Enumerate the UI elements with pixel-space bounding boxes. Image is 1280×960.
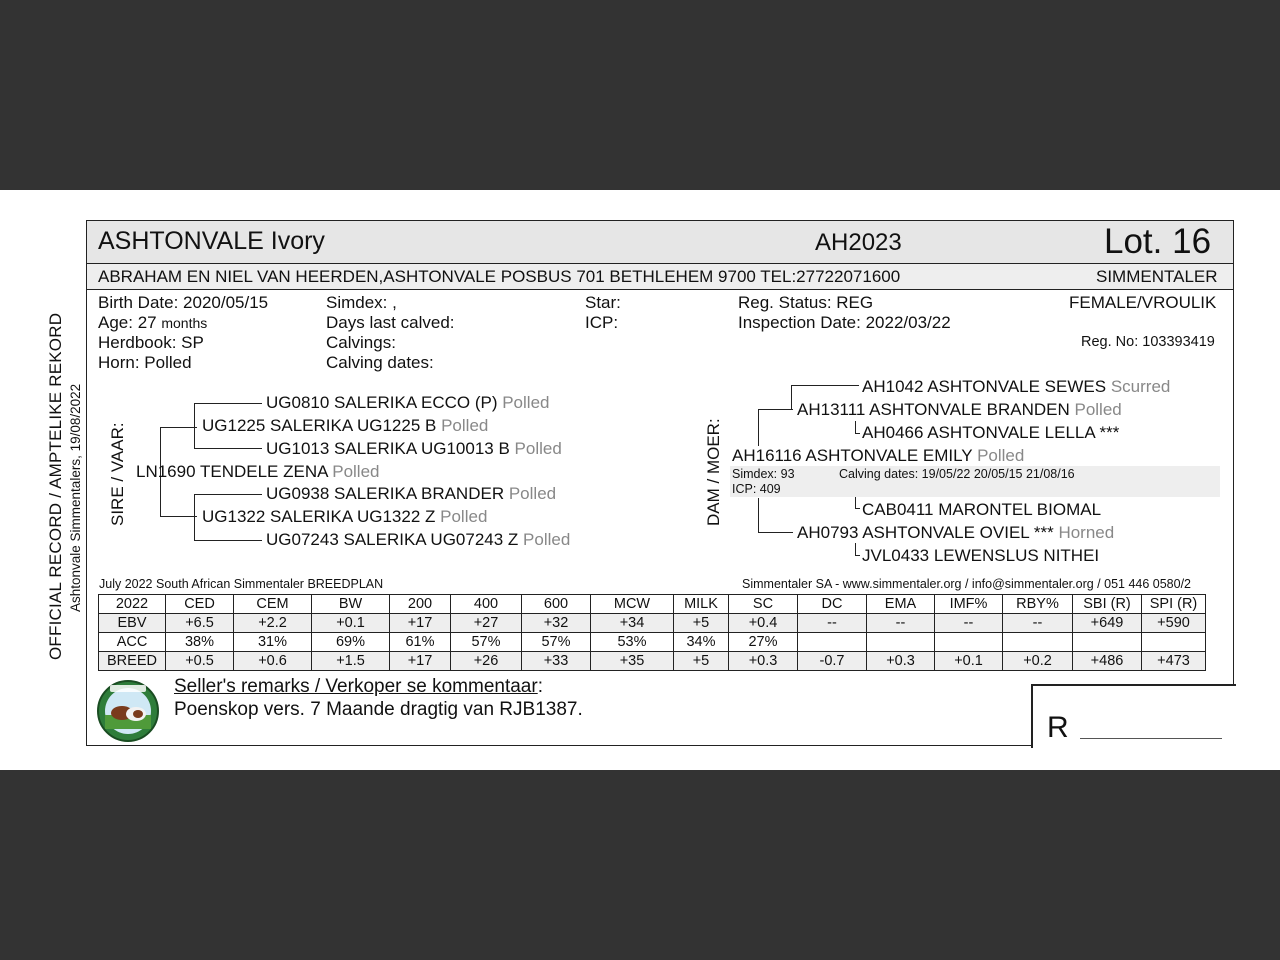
ebv-cell: +473 — [1142, 652, 1206, 671]
ebv-cell: +5 — [674, 652, 729, 671]
ebv-row — [99, 652, 1206, 671]
dam-dam — [797, 523, 1114, 543]
sire-sire — [202, 416, 488, 436]
ebv-header-cell: SBI (R) — [1073, 595, 1142, 614]
ebv-header-cell: 200 — [390, 595, 451, 614]
ebv-cell: +0.4 — [729, 614, 798, 633]
ebv-cell: -- — [1003, 614, 1073, 633]
sire-dam-bracket — [194, 494, 195, 540]
pedigree-name: AH1042 ASHTONVALE SEWES — [862, 377, 1107, 396]
pedigree-horn: Polled — [502, 393, 550, 412]
pedigree-name: LN1690 TENDELE ZENA — [136, 462, 328, 481]
ebv-cell — [935, 633, 1003, 652]
dam-label: DAM / MOER: — [704, 418, 723, 526]
ebv-cell: +590 — [1142, 614, 1206, 633]
ebv-cell: +486 — [1073, 652, 1142, 671]
owner-line: ABRAHAM EN NIEL VAN HEERDEN,ASHTONVALE POSBUS 701 BETHLEHEM 9700 TEL:27722071600 — [98, 267, 901, 286]
pedigree-horn: Polled — [508, 484, 557, 503]
ebv-header-cell: CED — [166, 595, 234, 614]
remarks-colon: : — [537, 676, 543, 697]
ebv-header-cell: IMF% — [935, 595, 1003, 614]
dam-calving-dates: Calving dates: 19/05/22 20/05/15 21/08/16 — [839, 467, 1075, 481]
horn-status: Horn: Polled — [98, 353, 192, 372]
dam-sire-bottom — [855, 433, 860, 434]
pedigree-horn: Polled — [523, 530, 571, 549]
pedigree-name: UG0810 SALERIKA ECCO (P) — [266, 393, 498, 412]
pedigree-name: UG1225 SALERIKA UG1225 B — [202, 416, 437, 435]
ebv-cell — [798, 633, 867, 652]
price-line[interactable] — [1080, 738, 1222, 739]
age — [98, 313, 207, 333]
simdex: Simdex: , — [326, 293, 397, 312]
sire-dam-top — [194, 494, 262, 495]
sire-dam — [202, 507, 487, 527]
calvings: Calvings: — [326, 333, 396, 352]
ebv-cell: +0.3 — [867, 652, 935, 671]
pedigree-horn: Polled — [1074, 400, 1122, 419]
dam-dam-top — [855, 508, 860, 509]
ebv-cell: +0.1 — [935, 652, 1003, 671]
dam-lower-bottom — [758, 532, 793, 533]
ebv-cell: -- — [798, 614, 867, 633]
ebv-cell: 27% — [729, 633, 798, 652]
star: Star: — [585, 293, 621, 312]
ebv-cell — [1142, 633, 1206, 652]
pedigree-horn: Polled — [440, 507, 488, 526]
sire-sire-bracket — [194, 403, 195, 448]
ebv-cell: +0.3 — [729, 652, 798, 671]
dam-dam-tick — [855, 497, 856, 508]
ebv-cell: 31% — [234, 633, 312, 652]
herdbook: Herdbook: SP — [98, 333, 204, 352]
dam-icp: ICP: 409 — [732, 482, 781, 496]
dam-dam-tick2 — [855, 543, 856, 555]
pedigree-name: AH16116 ASHTONVALE EMILY — [732, 446, 973, 465]
ebv-cell: 57% — [451, 633, 522, 652]
rand-symbol: R — [1047, 711, 1069, 744]
ebv-cell: -0.7 — [798, 652, 867, 671]
ebv-cell: +26 — [451, 652, 522, 671]
ebv-cell: -- — [867, 614, 935, 633]
ebv-cell: +649 — [1073, 614, 1142, 633]
dam-sire — [797, 400, 1122, 420]
simmentaler-logo — [96, 679, 160, 743]
pedigree-name: CAB0411 MARONTEL BIOMAL — [862, 500, 1102, 519]
sire-sire-sire — [266, 393, 549, 413]
ebv-cell: +0.1 — [312, 614, 390, 633]
sire-name — [136, 462, 380, 482]
ebv-cell: 53% — [591, 633, 674, 652]
ebv-cell: +0.6 — [234, 652, 312, 671]
sire-bracket-top — [160, 427, 197, 428]
breedplan-note: July 2022 South African Simmentaler BREEDPLAN — [99, 577, 384, 591]
birth-date: Birth Date: 2020/05/15 — [98, 293, 269, 312]
dam-sire-dam — [862, 423, 1119, 443]
dam-sire-top — [791, 385, 859, 386]
pedigree-horn: Horned — [1058, 523, 1115, 542]
ebv-header-cell: DC — [798, 595, 867, 614]
ebv-cell: EBV — [99, 614, 166, 633]
ebv-header-cell: 400 — [451, 595, 522, 614]
sex: FEMALE/VROULIK — [1069, 293, 1217, 312]
breed-label: SIMMENTALER — [1096, 267, 1218, 286]
dam-upper-top — [758, 409, 793, 410]
dam-sire-sire — [862, 377, 1170, 397]
ebv-row — [99, 614, 1206, 633]
official-record-label: OFFICIAL RECORD / AMPTELIKE REKORD — [46, 312, 65, 660]
inspection-date: Inspection Date: 2022/03/22 — [738, 313, 951, 332]
sire-dam-dam — [266, 530, 570, 550]
ebv-cell: +32 — [522, 614, 591, 633]
ebv-cell: +6.5 — [166, 614, 234, 633]
pedigree-name: AH0793 ASHTONVALE OVIEL *** — [797, 523, 1054, 542]
ebv-cell — [1073, 633, 1142, 652]
ebv-cell: 34% — [674, 633, 729, 652]
age-value: Age: 27 — [98, 313, 157, 332]
pedigree-horn: Scurred — [1110, 377, 1171, 396]
sire-sire-dam — [266, 439, 562, 459]
ebv-cell: +0.2 — [1003, 652, 1073, 671]
calving-dates: Calving dates: — [326, 353, 434, 372]
ebv-header-cell: RBY% — [1003, 595, 1073, 614]
ebv-cell: -- — [935, 614, 1003, 633]
ebv-cell: +34 — [591, 614, 674, 633]
ebv-cell — [867, 633, 935, 652]
sire-dam-bottom — [194, 540, 262, 541]
ebv-cell: ACC — [99, 633, 166, 652]
ebv-cell: +35 — [591, 652, 674, 671]
ebv-header-row — [99, 595, 1206, 614]
ebv-cell: 61% — [390, 633, 451, 652]
dam-name — [732, 446, 1024, 466]
ebv-cell: +1.5 — [312, 652, 390, 671]
dam-dam-sire — [862, 500, 1101, 520]
ebv-row — [99, 633, 1206, 652]
remarks-title-text: Seller's remarks / Verkoper se kommentaar — [174, 676, 538, 697]
ebv-cell — [1003, 633, 1073, 652]
ebv-header-cell: CEM — [234, 595, 312, 614]
remarks-title — [174, 676, 543, 698]
pedigree-horn: Polled — [977, 446, 1025, 465]
ebv-header-cell: 2022 — [99, 595, 166, 614]
sire-dam-sire — [266, 484, 556, 504]
pedigree-name: AH13111 ASHTONVALE BRANDEN — [797, 400, 1070, 419]
lot-number: Lot. 16 — [1104, 222, 1212, 261]
ebv-header-cell: SPI (R) — [1142, 595, 1206, 614]
animal-name: ASHTONVALE Ivory — [98, 227, 325, 255]
pedigree-name: UG0938 SALERIKA BRANDER — [266, 484, 505, 503]
dam-simdex: Simdex: 93 — [732, 467, 795, 481]
dam-sire-tick — [855, 421, 856, 433]
pedigree-name: UG1013 SALERIKA UG10013 B — [266, 439, 510, 458]
ebv-header-cell: MILK — [674, 595, 729, 614]
ebv-header-cell: 600 — [522, 595, 591, 614]
pedigree-horn: Polled — [514, 439, 562, 458]
ebv-cell: 69% — [312, 633, 390, 652]
ebv-table — [98, 594, 1206, 671]
ebv-cell: 57% — [522, 633, 591, 652]
ebv-cell: +17 — [390, 614, 451, 633]
ebv-cell: +2.2 — [234, 614, 312, 633]
dam-dam-bottom — [855, 555, 860, 556]
sire-sire-bottom — [194, 448, 262, 449]
ebv-cell: +17 — [390, 652, 451, 671]
simmentaler-contact: Simmentaler SA - www.simmentaler.org / info@simmentaler.org / 051 446 0580/2 — [742, 577, 1192, 591]
sire-bracket-bottom — [160, 516, 197, 517]
pedigree-name: UG1322 SALERIKA UG1322 Z — [202, 507, 436, 526]
dam-dam-dam — [862, 546, 1099, 566]
ebv-cell: BREED — [99, 652, 166, 671]
icp: ICP: — [585, 313, 619, 332]
ebv-cell: +27 — [451, 614, 522, 633]
sire-sire-top — [194, 403, 262, 404]
pedigree-name: UG07243 SALERIKA UG07243 Z — [266, 530, 519, 549]
ebv-cell: +33 — [522, 652, 591, 671]
days-last-calved: Days last calved: — [326, 313, 455, 332]
source-label: Ashtonvale Simmentalers, 19/08/2022 — [68, 383, 83, 612]
age-unit: months — [161, 315, 208, 331]
ebv-header-cell: SC — [729, 595, 798, 614]
ebv-header-cell: EMA — [867, 595, 935, 614]
animal-code: AH2023 — [815, 229, 902, 256]
pedigree-name: AH0466 ASHTONVALE LELLA *** — [862, 423, 1120, 442]
dam-lower-bracket — [758, 498, 759, 532]
ebv-cell: +0.5 — [166, 652, 234, 671]
pedigree-name: JVL0433 LEWENSLUS NITHEI — [862, 546, 1100, 565]
dam-upper-bracket — [758, 409, 759, 446]
pedigree-horn: Polled — [441, 416, 489, 435]
ebv-cell: +5 — [674, 614, 729, 633]
sire-label: SIRE / VAAR: — [108, 422, 127, 526]
ebv-header-cell: MCW — [591, 595, 674, 614]
ebv-cell: 38% — [166, 633, 234, 652]
pedigree-horn: Polled — [332, 462, 380, 481]
reg-number: Reg. No: 103393419 — [1081, 334, 1215, 350]
remarks-text: Poenskop vers. 7 Maande dragtig van RJB1387. — [174, 699, 583, 720]
ebv-header-cell: BW — [312, 595, 390, 614]
dam-sire-bracket — [791, 385, 792, 409]
reg-status: Reg. Status: REG — [738, 293, 874, 312]
